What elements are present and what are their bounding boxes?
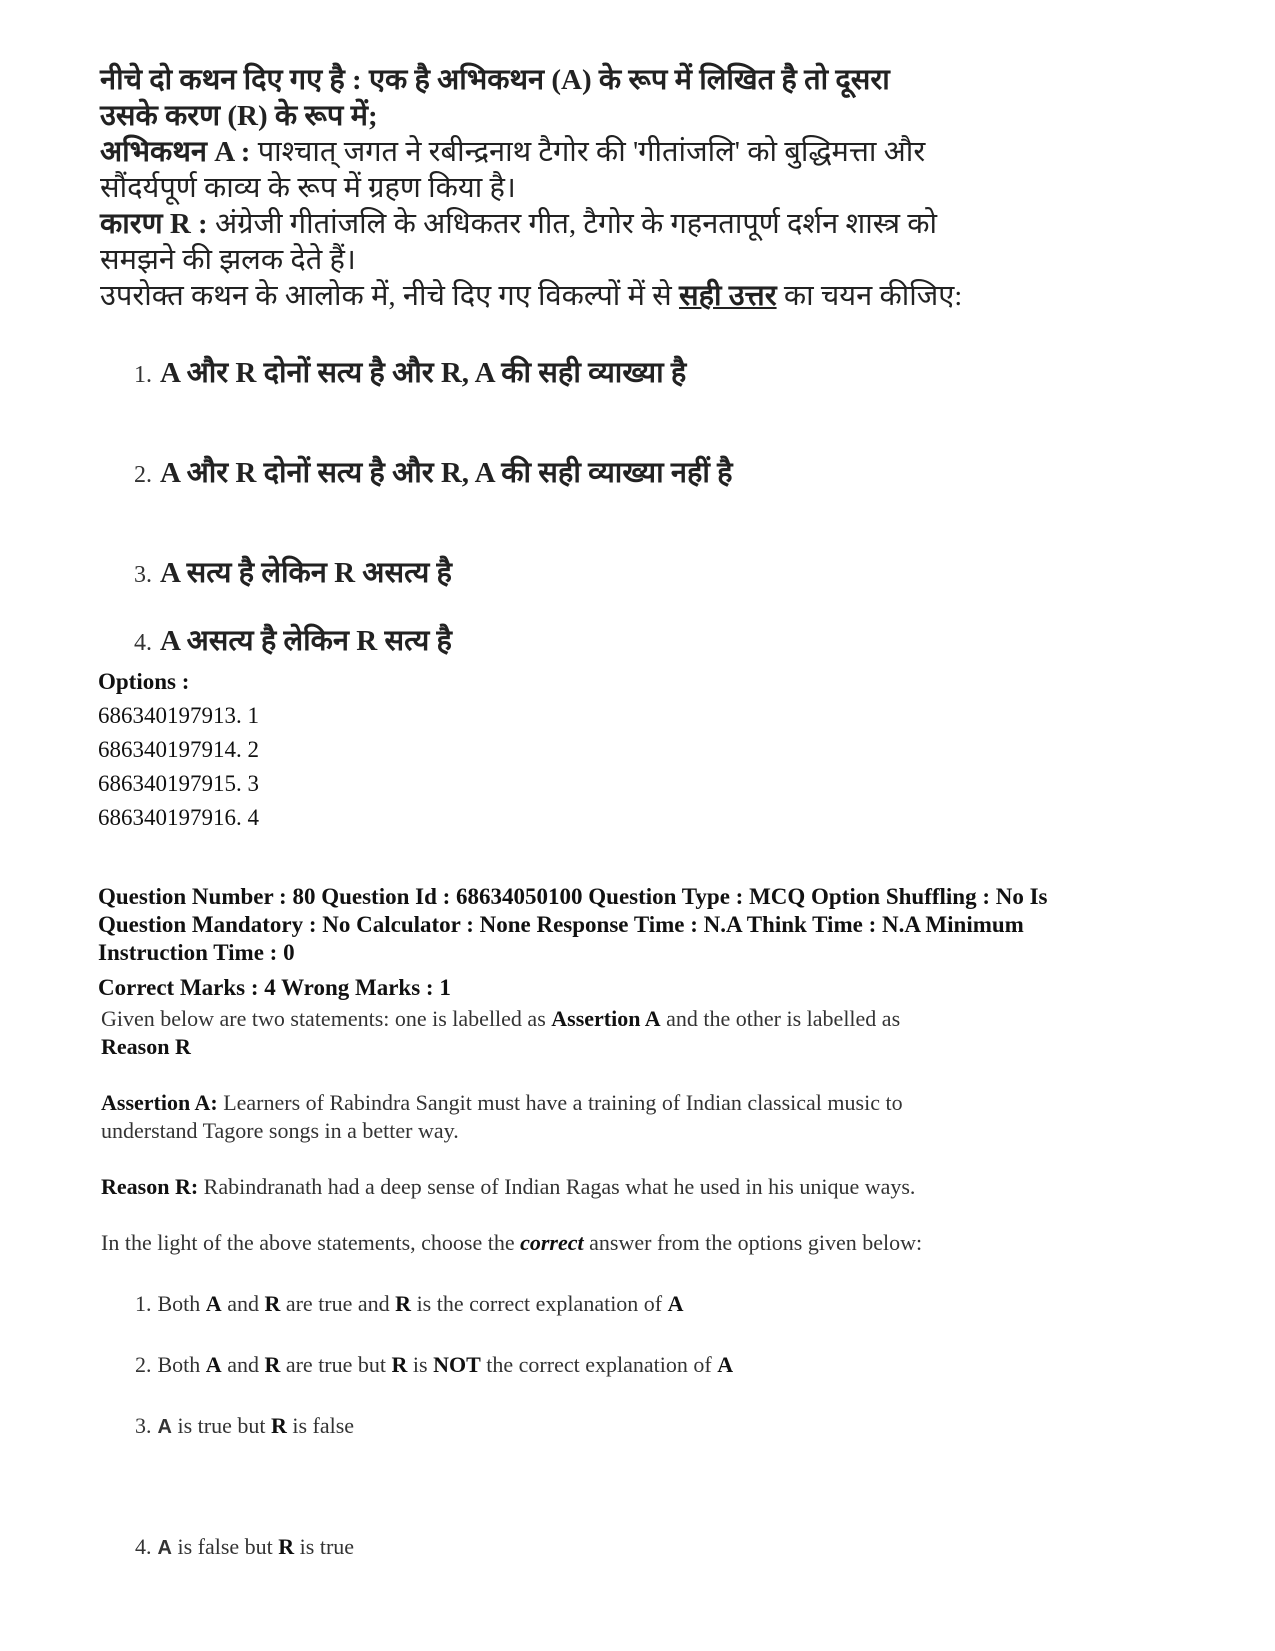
hindi-option-text: A और R दोनों सत्य है और R, A की सही व्याख्या नहीं है (160, 457, 733, 489)
hindi-reason-label: कारण R : (100, 208, 208, 240)
option-bold: R (278, 1534, 295, 1559)
marks-line: Correct Marks : 4 Wrong Marks : 1 (98, 975, 451, 1000)
hindi-option-number: 1. (134, 362, 152, 388)
hindi-question (100, 62, 1200, 314)
option-id-2: 686340197914. 2 (98, 737, 259, 762)
hindi-option-number: 4. (134, 630, 152, 656)
option-text: is false (286, 1413, 355, 1438)
assertion-text-2: understand Tagore songs in a better way. (101, 1118, 459, 1143)
option-number: 4. (135, 1534, 152, 1559)
hindi-instruction-post: का चयन कीजिए: (776, 280, 963, 312)
hindi-reason-line-1 (100, 206, 1200, 242)
assertion-text-1: Learners of Rabindra Sangit must have a training of Indian classical music to (217, 1090, 903, 1115)
english-intro (101, 1005, 1161, 1061)
hindi-instruction-pre: उपरोक्त कथन के आलोक में, नीचे दिए गए विकल्पों में से (100, 280, 680, 312)
option-bold: R (270, 1413, 287, 1438)
hindi-option-3 (134, 552, 452, 591)
option-text: are true and (280, 1291, 396, 1316)
option-bold: A (157, 1416, 172, 1438)
hindi-option-text: A सत्य है लेकिन R असत्य है (160, 557, 452, 589)
option-bold: A (667, 1291, 684, 1316)
english-option-4 (135, 1534, 354, 1560)
meta-line-3: Instruction Time : 0 (98, 940, 295, 965)
hindi-option-number: 3. (134, 562, 152, 588)
intro-text-2: and the other is labelled as (660, 1006, 901, 1031)
option-id-1: 686340197913. 1 (98, 703, 259, 728)
intro-assertion: Assertion A (551, 1006, 661, 1031)
english-assertion (101, 1089, 1161, 1145)
option-number: 2. (135, 1352, 152, 1377)
hindi-reason-text: अंग्रेजी गीतांजलि के अधिकतर गीत, टैगोर के गहनतापूर्ण दर्शन शास्त्र को (207, 208, 938, 240)
hindi-option-2 (134, 452, 733, 491)
english-option-2 (135, 1352, 733, 1378)
option-text: is true but (171, 1413, 271, 1438)
hindi-intro-line-2: उसके करण (R) के रूप में; (100, 100, 378, 132)
hindi-intro-line-1: नीचे दो कथन दिए गए है : एक है अभिकथन (A) के रूप में लिखित है तो दूसरा (100, 64, 890, 96)
options-label: Options : (98, 669, 190, 694)
option-text: are true but (280, 1352, 392, 1377)
english-option-3 (135, 1413, 354, 1439)
hindi-option-number: 2. (134, 462, 152, 488)
option-text: is true (294, 1534, 355, 1559)
hindi-option-text: A असत्य है लेकिन R सत्य है (160, 625, 452, 657)
hindi-instruction-underlined: सही उत्तर (679, 280, 777, 312)
option-number: 1. (135, 1291, 152, 1316)
option-text: is false but (171, 1534, 279, 1559)
instruction-emphasis: correct (520, 1230, 584, 1255)
english-reason (101, 1173, 1161, 1201)
meta-line-2: Question Mandatory : No Calculator : None Response Time : N.A Think Time : N.A Minimum (98, 912, 1024, 937)
option-bold: R (395, 1291, 412, 1316)
option-text: Both (157, 1352, 206, 1377)
option-text: Both (157, 1291, 206, 1316)
hindi-assertion-line-2: सौंदर्यपूर्ण काव्य के रूप में ग्रहण किया है। (100, 172, 516, 204)
option-bold: A (205, 1291, 222, 1316)
option-bold: R (391, 1352, 408, 1377)
hindi-instruction (100, 278, 1200, 314)
reason-label: Reason R: (101, 1174, 199, 1199)
instruction-pre: In the light of the above statements, choose the (101, 1230, 521, 1255)
intro-reason: Reason R (101, 1034, 191, 1059)
option-text: and (221, 1352, 265, 1377)
option-number: 3. (135, 1413, 152, 1438)
option-bold: A (157, 1537, 172, 1559)
hindi-assertion-line-1 (100, 134, 1200, 170)
option-text: and (221, 1291, 265, 1316)
option-text: is (407, 1352, 434, 1377)
hindi-option-text: A और R दोनों सत्य है और R, A की सही व्याख्या है (160, 357, 687, 389)
option-bold: A (717, 1352, 734, 1377)
hindi-assertion-text: पाश्चात् जगत ने रबीन्द्रनाथ टैगोर की 'गीतांजलि' को बुद्धिमत्ता और (250, 136, 926, 168)
english-option-1 (135, 1291, 684, 1317)
hindi-option-4 (134, 620, 452, 659)
option-id-3: 686340197915. 3 (98, 771, 259, 796)
option-bold: R (264, 1291, 281, 1316)
instruction-post: answer from the options given below: (583, 1230, 923, 1255)
option-id-4: 686340197916. 4 (98, 805, 259, 830)
option-text: is the correct explanation of (411, 1291, 668, 1316)
option-bold: NOT (433, 1352, 481, 1377)
assertion-label: Assertion A: (101, 1090, 218, 1115)
option-bold: R (264, 1352, 281, 1377)
question-meta (98, 883, 1178, 967)
option-text: the correct explanation of (480, 1352, 718, 1377)
reason-text: Rabindranath had a deep sense of Indian Ragas what he used in his unique ways. (198, 1174, 916, 1199)
intro-text-1: Given below are two statements: one is labelled as (101, 1006, 552, 1031)
option-bold: A (205, 1352, 222, 1377)
hindi-option-1 (134, 352, 686, 391)
meta-line-1: Question Number : 80 Question Id : 68634050100 Question Type : MCQ Option Shuffling : No Is (98, 884, 1048, 909)
english-instruction (101, 1229, 1161, 1257)
hindi-reason-line-2: समझने की झलक देते हैं। (100, 244, 356, 276)
hindi-assertion-label: अभिकथन A : (100, 136, 251, 168)
